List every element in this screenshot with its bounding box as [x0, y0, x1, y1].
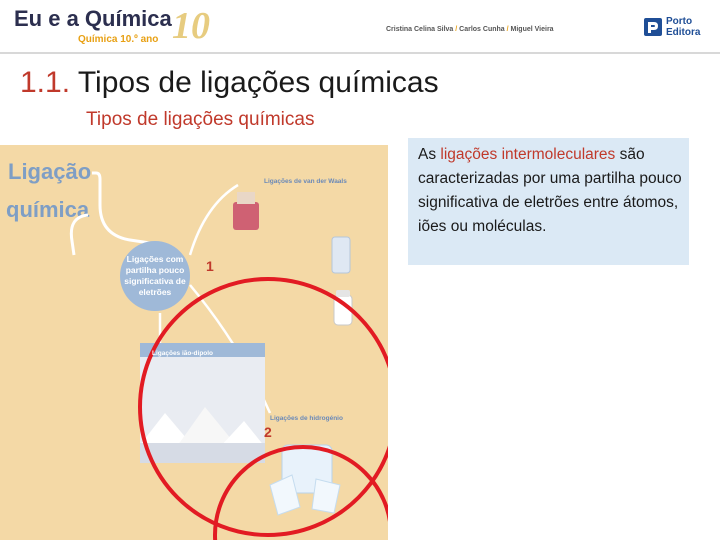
- publisher-mark-icon: [644, 18, 662, 36]
- brand-subtitle: Química 10.º ano: [78, 34, 159, 45]
- marker-2: 2: [264, 424, 272, 440]
- authors-line: [386, 26, 554, 33]
- header-divider: [0, 52, 720, 54]
- slide-title-text: Tipos de ligações químicas: [70, 66, 439, 99]
- marker-1: 1: [206, 258, 214, 274]
- publisher-name-line2: Editora: [666, 27, 701, 38]
- ion-dipole-title: Ligações ião-dipolo: [152, 350, 214, 357]
- slide-title-number: 1.1.: [20, 66, 71, 99]
- definition-prefix: As: [418, 146, 441, 163]
- author-name: Cristina Celina Silva: [386, 26, 454, 33]
- brand-logo: [14, 5, 210, 48]
- brand-number: 10: [172, 5, 210, 47]
- definition-highlight: ligações intermoleculares: [440, 146, 616, 163]
- author-name: Miguel Vieira: [510, 26, 554, 33]
- author-name: Carlos Cunha: [459, 26, 505, 33]
- slide-title: [20, 66, 439, 100]
- hbond-title: Ligações de hidrogénio: [270, 415, 343, 422]
- author-separator: /: [453, 26, 460, 33]
- vdw-panel: [217, 171, 352, 391]
- slide-subtitle: Tipos de ligações químicas: [86, 109, 315, 130]
- definition-rest: são caracterizadas por uma partilha pouco significativa de eletrões entre átomos, iões ou moléculas.: [418, 146, 682, 235]
- chemical-bond-figure: [0, 145, 388, 540]
- figure-title-line1: Ligação: [8, 159, 92, 184]
- vdw-title: Ligações de van der Waals: [264, 178, 347, 185]
- figure-center-label: Ligações com partilha pouco significativa de eletrões: [120, 241, 190, 311]
- brand-title: Eu e a Química: [14, 6, 172, 31]
- definition-text: [418, 143, 684, 239]
- definition-callout: [408, 138, 689, 265]
- publisher-logo: [644, 16, 716, 40]
- author-separator: /: [504, 26, 511, 33]
- publisher-name-line1: Porto: [666, 16, 693, 27]
- figure-title-line2: química: [6, 197, 90, 222]
